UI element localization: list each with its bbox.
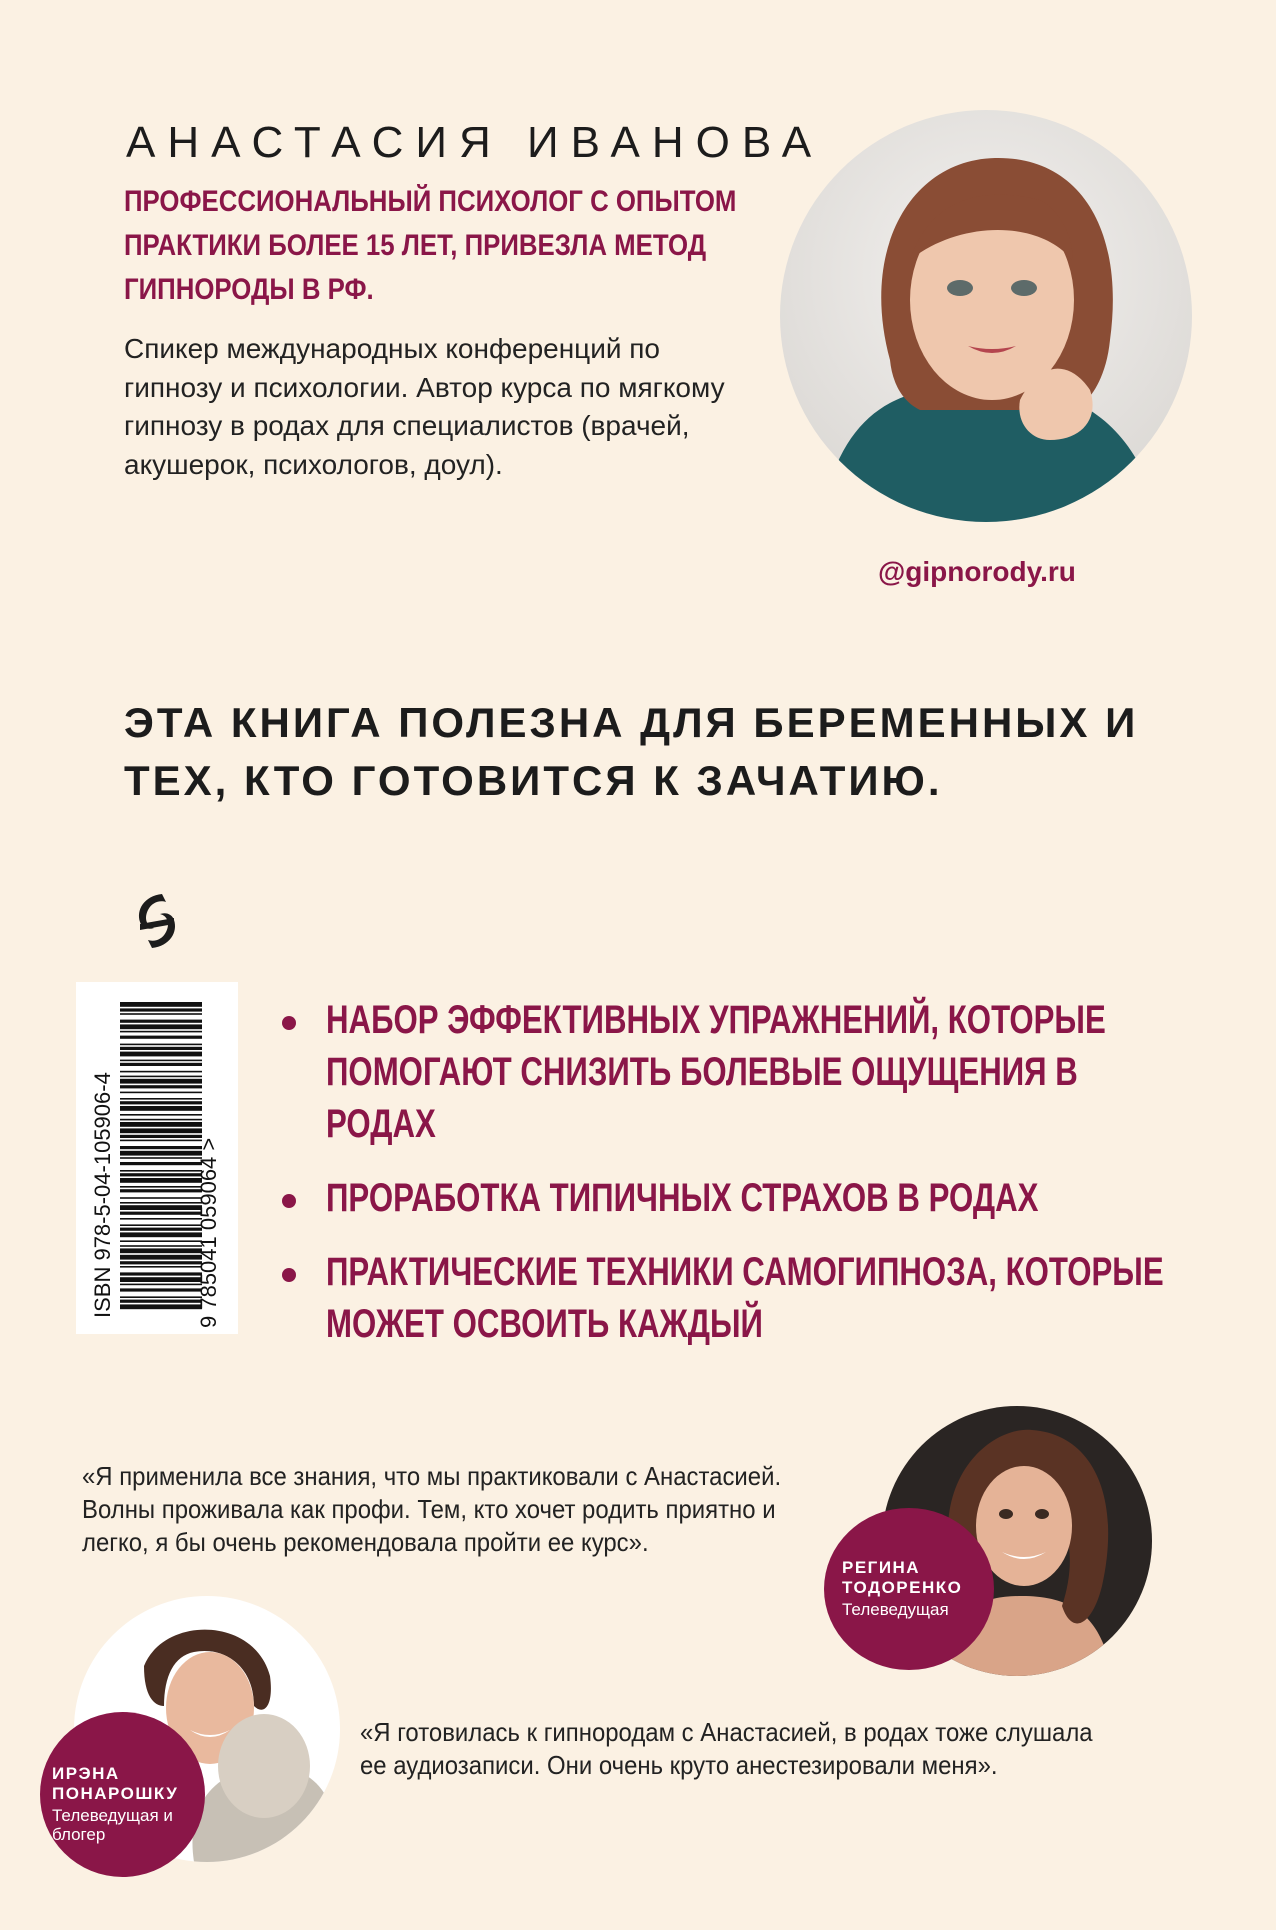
feature-item: ПРОРАБОТКА ТИПИЧНЫХ СТРАХОВ В РОДАХ <box>278 1172 1198 1224</box>
feature-item: ПРАКТИЧЕСКИЕ ТЕХНИКИ САМОГИПНОЗА, КОТОРЫЕ МОЖЕТ ОСВОИТЬ КАЖДЫЙ <box>278 1246 1198 1350</box>
website-link[interactable]: @gipnorody.ru <box>878 556 1076 587</box>
testimonial-role: Телеведущая <box>842 1600 949 1619</box>
bullet-icon <box>282 1016 296 1030</box>
bullet-icon <box>282 1194 296 1208</box>
author-bio: Спикер международных конференций по гипнозу и психологии. Автор курса по мягкому гипнозу в родах для специалистов (врачей, акушерок, психологов, доул). <box>124 333 725 480</box>
barcode <box>76 982 238 1334</box>
testimonial-badge <box>824 1508 994 1670</box>
feature-item: НАБОР ЭФФЕКТИВНЫХ УПРАЖНЕНИЙ, КОТОРЫЕ ПОМОГАЮТ СНИЗИТЬ БОЛЕВЫЕ ОЩУЩЕНИЯ В РОДАХ <box>278 994 1198 1150</box>
author-name: АНАСТАСИЯ ИВАНОВА <box>126 118 824 167</box>
feature-list <box>278 994 1198 1372</box>
testimonial-surname: ТОДОРЕНКО <box>842 1578 963 1597</box>
author-photo <box>780 110 1192 522</box>
testimonial-name: ИРЭНА <box>52 1764 120 1783</box>
testimonial-role: Телеведущая и блогер <box>52 1806 173 1844</box>
bullet-icon <box>282 1268 296 1282</box>
testimonial-name: РЕГИНА <box>842 1558 921 1577</box>
isbn-text: ISBN 978-5-04-105906-4 <box>90 1072 115 1318</box>
testimonial-badge <box>40 1712 205 1877</box>
headline: ЭТА КНИГА ПОЛЕЗНА ДЛЯ БЕРЕМЕННЫХ И ТЕХ, КТО ГОТОВИТСЯ К ЗАЧАТИЮ. <box>124 699 1139 804</box>
author-title: ПРОФЕССИОНАЛЬНЫЙ ПСИХОЛОГ С ОПЫТОМ ПРАКТИКИ БОЛЕЕ 15 ЛЕТ, ПРИВЕЗЛА МЕТОД ГИПНОРОДЫ В РФ. <box>124 185 737 306</box>
testimonial-quote: «Я применила все знания, что мы практиковали с Анастасией. Волны проживала как профи. Тем, кто хочет родить приятно и легко, я бы очень рекомендовала пройти ее курс». <box>82 1461 782 1557</box>
testimonial-surname: ПОНАРОШКУ <box>52 1784 179 1803</box>
testimonial-quote: «Я готовилась к гипнородам с Анастасией, в родах тоже слушала ее аудиозаписи. Они очень круто анестезировали меня». <box>360 1717 1093 1780</box>
publisher-logo <box>132 888 182 954</box>
barcode-digits: 9 785041 059064 > <box>196 1137 221 1328</box>
